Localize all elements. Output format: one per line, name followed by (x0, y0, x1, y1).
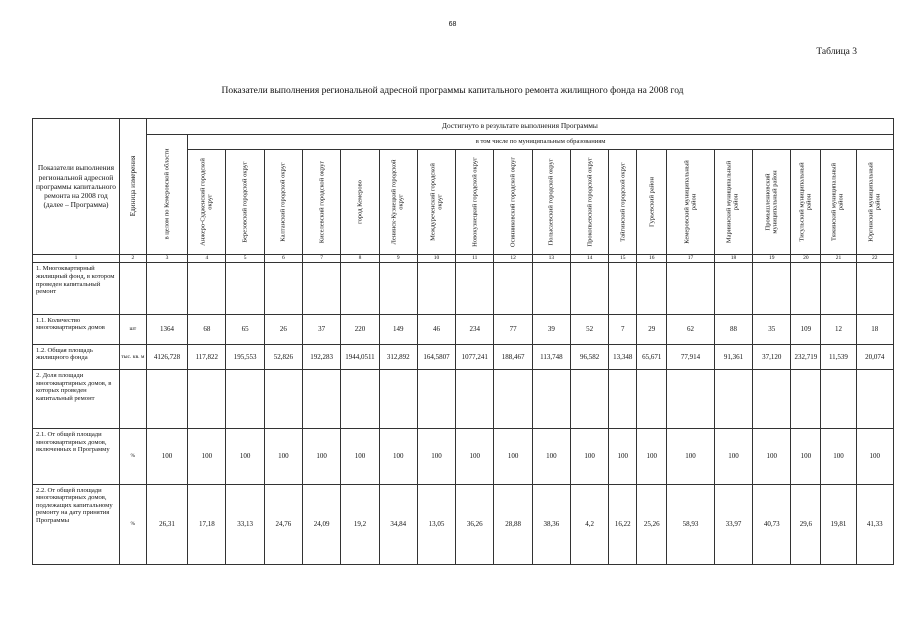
table-cell (667, 370, 715, 429)
table-cell: 100 (226, 429, 264, 485)
municipality-header-text: Ленинск-Кузнецкий городской округ (390, 159, 406, 245)
table-cell (494, 263, 532, 314)
table-cell: 192,283 (303, 344, 341, 370)
column-number: 4 (188, 254, 226, 263)
table-cell: 100 (379, 429, 417, 485)
table-cell: 100 (341, 429, 379, 485)
row-unit (119, 370, 146, 429)
table-cell (856, 370, 893, 429)
row-unit: % (119, 429, 146, 485)
table-cell (379, 263, 417, 314)
table-cell (821, 263, 856, 314)
table-cell: 68 (188, 314, 226, 344)
column-number: 18 (714, 254, 752, 263)
table-cell: 52 (570, 314, 608, 344)
table-cell: 100 (609, 429, 637, 485)
table-cell: 29,6 (791, 484, 821, 564)
table-cell (667, 263, 715, 314)
table-cell: 234 (456, 314, 494, 344)
table-cell: 24,09 (303, 484, 341, 564)
municipality-header (226, 150, 264, 255)
row-label: 1.2. Общая площадь жилищного фонда (33, 344, 120, 370)
table-cell: 100 (456, 429, 494, 485)
table-cell (417, 263, 455, 314)
municipality-header-text: Кемеровский муниципальный район (683, 160, 698, 244)
table-cell: 1364 (146, 314, 187, 344)
program-indicators-table (32, 118, 894, 565)
table-cell: 100 (856, 429, 893, 485)
municipality-header (714, 150, 752, 255)
table-cell: 312,892 (379, 344, 417, 370)
table-cell: 11,539 (821, 344, 856, 370)
municipality-header (856, 150, 893, 255)
table-row (33, 429, 894, 485)
municipality-header (188, 150, 226, 255)
table-cell: 100 (494, 429, 532, 485)
municipality-header (609, 150, 637, 255)
table-cell: 100 (570, 429, 608, 485)
table-cell (532, 370, 570, 429)
municipality-header (303, 150, 341, 255)
column-number: 16 (637, 254, 667, 263)
table-cell (379, 370, 417, 429)
column-number: 15 (609, 254, 637, 263)
column-number: 6 (264, 254, 302, 263)
table-cell (714, 370, 752, 429)
table-cell (264, 370, 302, 429)
document-title: Показатели выполнения региональной адресной программы капитального ремонта жилищного фонда на 2008 год (221, 86, 684, 96)
table-cell (341, 370, 379, 429)
row-label: 1. Многоквартирный жилищный фонд, в котором проведен капитальный ремонт (33, 263, 120, 314)
table-cell: 37,120 (753, 344, 791, 370)
table-cell: 77,914 (667, 344, 715, 370)
table-cell (146, 263, 187, 314)
table-cell (714, 263, 752, 314)
row-unit: тыс. кв. м (119, 344, 146, 370)
table-cell: 65,671 (637, 344, 667, 370)
municipality-header (821, 150, 856, 255)
table-cell: 25,26 (637, 484, 667, 564)
municipality-header-text: Промышленновский муниципальный район (764, 170, 779, 234)
table-cell: 4126,728 (146, 344, 187, 370)
table-cell: 13,348 (609, 344, 637, 370)
municipality-header-text: Березовский городской округ (241, 161, 249, 243)
table-cell: 7 (609, 314, 637, 344)
table-cell (456, 263, 494, 314)
table-cell: 91,361 (714, 344, 752, 370)
municipality-header (753, 150, 791, 255)
row-label: 2.1. От общей площади многоквартирных домов, включенных в Программу (33, 429, 120, 485)
table-row (33, 263, 894, 314)
table-cell (637, 263, 667, 314)
table-cell: 100 (188, 429, 226, 485)
table-cell: 13,05 (417, 484, 455, 564)
table-cell: 100 (714, 429, 752, 485)
municipality-header (341, 150, 379, 255)
table-row (33, 484, 894, 564)
table-cell: 29 (637, 314, 667, 344)
table-cell: 188,467 (494, 344, 532, 370)
table-cell: 62 (667, 314, 715, 344)
column-number: 7 (303, 254, 341, 263)
page-number: 68 (448, 21, 457, 28)
table-cell: 12 (821, 314, 856, 344)
column-number: 9 (379, 254, 417, 263)
table-cell: 109 (791, 314, 821, 344)
table-cell: 52,826 (264, 344, 302, 370)
table-cell: 20,074 (856, 344, 893, 370)
table-cell (226, 370, 264, 429)
table-cell: 28,88 (494, 484, 532, 564)
column-number: 19 (753, 254, 791, 263)
municipality-header (667, 150, 715, 255)
table-cell (821, 370, 856, 429)
table-cell: 220 (341, 314, 379, 344)
column-number: 2 (119, 254, 146, 263)
table-label: Таблица 3 (816, 47, 857, 57)
table-cell (791, 263, 821, 314)
municipality-header-text: Калтанский городской округ (279, 162, 287, 242)
table-row (33, 344, 894, 370)
table-cell (226, 263, 264, 314)
total-region-header-text: в целом по Кемеровской области (163, 149, 171, 240)
table-cell (188, 370, 226, 429)
table-cell: 24,76 (264, 484, 302, 564)
column-number: 8 (341, 254, 379, 263)
municipality-header-text: Анжеро-Судженский городской округ (199, 158, 214, 246)
table-cell: 100 (532, 429, 570, 485)
table-cell (609, 370, 637, 429)
table-cell: 33,13 (226, 484, 264, 564)
table-cell: 100 (753, 429, 791, 485)
table-cell: 232,719 (791, 344, 821, 370)
table-cell (146, 370, 187, 429)
table-cell: 1077,241 (456, 344, 494, 370)
municipality-header (456, 150, 494, 255)
table-cell (753, 370, 791, 429)
column-number: 12 (494, 254, 532, 263)
column-number: 14 (570, 254, 608, 263)
table-cell: 100 (637, 429, 667, 485)
municipality-header (494, 150, 532, 255)
municipality-header-text: Новокузнецкий городской округ (471, 157, 479, 247)
table-cell (570, 370, 608, 429)
table-cell (570, 263, 608, 314)
table-cell: 100 (791, 429, 821, 485)
table-cell: 34,84 (379, 484, 417, 564)
table-cell: 149 (379, 314, 417, 344)
column-number: 22 (856, 254, 893, 263)
column-number: 21 (821, 254, 856, 263)
table-cell: 113,748 (532, 344, 570, 370)
column-number: 13 (532, 254, 570, 263)
total-region-header (146, 135, 187, 255)
table-cell: 17,18 (188, 484, 226, 564)
table-cell (417, 370, 455, 429)
unit-header (119, 119, 146, 255)
municipality-header-text: Прокопьевский городской округ (585, 157, 593, 247)
table-cell: 117,822 (188, 344, 226, 370)
row-label: 2. Доля площади многоквартирных домов, в которых проведен капитальный ремонт (33, 370, 120, 429)
row-label: 2.2. От общей площади многоквартирных домов, подлежащих капитальному ремонту на дату принятия Программы (33, 484, 120, 564)
table-cell: 37 (303, 314, 341, 344)
column-number: 10 (417, 254, 455, 263)
table-cell (303, 370, 341, 429)
table-cell (494, 370, 532, 429)
row-unit: % (119, 484, 146, 564)
table-cell: 36,26 (456, 484, 494, 564)
table-cell: 16,22 (609, 484, 637, 564)
table-cell: 77 (494, 314, 532, 344)
column-number: 3 (146, 254, 187, 263)
row-unit: шт (119, 314, 146, 344)
table-cell: 26 (264, 314, 302, 344)
achieved-header: Достигнуто в результате выполнения Программы (146, 119, 893, 135)
table-cell: 164,5807 (417, 344, 455, 370)
table-cell (456, 370, 494, 429)
municipality-header-text: Тисульский муниципальный район (798, 162, 813, 242)
table-cell: 38,36 (532, 484, 570, 564)
municipality-header-text: Полысаевский городской округ (547, 158, 555, 246)
table-row (33, 370, 894, 429)
column-number: 17 (667, 254, 715, 263)
municipality-header (379, 150, 417, 255)
table-cell (264, 263, 302, 314)
table-cell: 18 (856, 314, 893, 344)
table-cell: 100 (821, 429, 856, 485)
table-cell: 96,582 (570, 344, 608, 370)
table-row (33, 314, 894, 344)
unit-header-text: Единица измерения (128, 156, 137, 217)
table-cell (303, 263, 341, 314)
table-cell: 100 (417, 429, 455, 485)
table-cell: 35 (753, 314, 791, 344)
column-number: 1 (33, 254, 120, 263)
table-cell: 88 (714, 314, 752, 344)
column-number: 11 (456, 254, 494, 263)
table-cell: 4,2 (570, 484, 608, 564)
municipality-header (791, 150, 821, 255)
municipality-header (532, 150, 570, 255)
including-header: в том числе по муниципальным образованиям (188, 135, 894, 150)
table-cell: 19,81 (821, 484, 856, 564)
indicator-header: Показатели выполнения региональной адресной программы капитального ремонта на 2008 год (далее – Программа) (33, 119, 120, 255)
table-cell: 26,31 (146, 484, 187, 564)
municipality-header-text: Киселевский городской округ (317, 160, 325, 244)
table-cell: 100 (264, 429, 302, 485)
municipality-header (570, 150, 608, 255)
table-cell (532, 263, 570, 314)
table-cell (341, 263, 379, 314)
table-cell: 58,93 (667, 484, 715, 564)
table-cell (609, 263, 637, 314)
column-number: 5 (226, 254, 264, 263)
table-cell: 46 (417, 314, 455, 344)
municipality-header-text: Тайгинский городской округ (619, 162, 626, 242)
municipality-header-text: Гурьевский район (647, 176, 655, 227)
municipality-header-text: Юргинский муниципальный район (867, 162, 882, 242)
table-cell: 1944,0511 (341, 344, 379, 370)
table-cell: 39 (532, 314, 570, 344)
municipality-header-text: город Кемерово (356, 180, 364, 224)
table-cell: 100 (667, 429, 715, 485)
municipality-header-text: Осинниковский городской округ (509, 156, 517, 247)
row-unit (119, 263, 146, 314)
table-cell (188, 263, 226, 314)
column-number: 20 (791, 254, 821, 263)
table-cell (856, 263, 893, 314)
table-cell: 33,97 (714, 484, 752, 564)
municipality-header-text: Мариинский муниципальный район (725, 160, 741, 244)
table-cell (791, 370, 821, 429)
column-number-row (33, 254, 894, 263)
municipality-header (637, 150, 667, 255)
table-cell (753, 263, 791, 314)
municipality-header-text: Междуреченский городской округ (429, 163, 444, 241)
table-cell: 41,33 (856, 484, 893, 564)
municipality-header-text: Тяжинский муниципальный район (830, 162, 846, 241)
table-cell: 100 (303, 429, 341, 485)
table-cell: 65 (226, 314, 264, 344)
table-cell: 19,2 (341, 484, 379, 564)
municipality-header (417, 150, 455, 255)
table-cell: 195,553 (226, 344, 264, 370)
municipality-header (264, 150, 302, 255)
row-label: 1.1. Количество многоквартирных домов (33, 314, 120, 344)
table-cell: 40,73 (753, 484, 791, 564)
table-cell (637, 370, 667, 429)
table-cell: 100 (146, 429, 187, 485)
